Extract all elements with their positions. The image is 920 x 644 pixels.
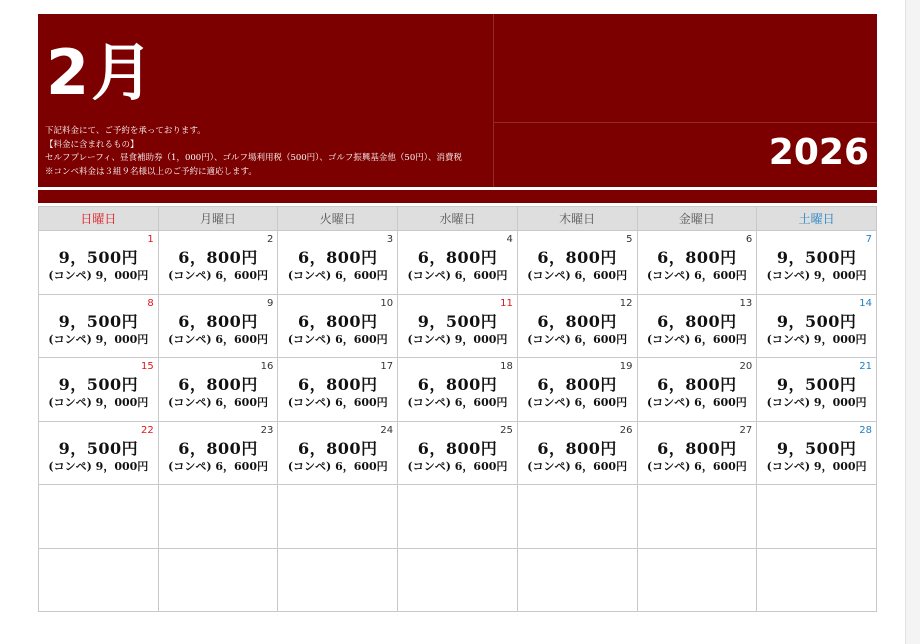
weekday-wednesday: 水曜日 <box>398 207 518 231</box>
day-number: 14 <box>859 297 872 309</box>
day-number: 26 <box>619 424 633 436</box>
calendar-day-cell <box>398 358 518 422</box>
green-fee-price: 6，800円 <box>537 438 617 458</box>
green-fee-price: 9，500円 <box>776 438 857 458</box>
competition-price: (コンペ) 9，000円 <box>407 332 508 346</box>
calendar-day-cell <box>39 231 159 295</box>
green-fee-price: 9，500円 <box>58 438 139 458</box>
green-fee-price: 6，800円 <box>297 375 378 394</box>
competition-price: (コンペ) 6，600円 <box>168 269 268 282</box>
calendar-day-cell <box>757 358 877 422</box>
calendar-day-cell <box>637 294 757 358</box>
green-fee-price: 6，800円 <box>297 311 378 331</box>
competition-price: (コンペ) 6，600円 <box>407 269 508 282</box>
header-vertical-divider <box>493 14 494 188</box>
calendar-day-cell <box>278 294 398 358</box>
calendar-day-cell <box>637 485 757 549</box>
calendar-day-cell <box>517 421 637 485</box>
green-fee-price: 6，800円 <box>417 438 498 458</box>
day-number: 18 <box>500 361 513 372</box>
day-number: 24 <box>380 424 394 436</box>
calendar-day-cell <box>39 421 159 485</box>
weekday-monday: 月曜日 <box>158 207 278 231</box>
calendar-day-cell <box>517 358 637 422</box>
day-number: 17 <box>380 361 394 372</box>
year-label: 2026 <box>768 132 869 173</box>
calendar-day-cell <box>398 294 518 358</box>
green-fee-price: 6，800円 <box>657 311 737 331</box>
competition-price: (コンペ) 9，000円 <box>48 459 149 473</box>
day-number: 4 <box>506 234 513 245</box>
page-edge <box>905 0 920 644</box>
green-fee-price: 9，500円 <box>776 375 857 394</box>
calendar-day-cell <box>757 548 877 612</box>
day-number: 11 <box>500 297 513 309</box>
competition-price: (コンペ) 9，000円 <box>766 332 867 346</box>
green-fee-price: 6，800円 <box>297 248 378 267</box>
green-fee-price: 6，800円 <box>417 248 498 267</box>
header-rule <box>38 187 877 190</box>
competition-price: (コンペ) 9，000円 <box>766 269 867 282</box>
day-number: 9 <box>267 297 274 309</box>
calendar-day-cell <box>278 548 398 612</box>
weekday-friday: 金曜日 <box>637 207 757 231</box>
competition-price: (コンペ) 6，600円 <box>527 459 628 473</box>
day-number: 5 <box>626 234 633 245</box>
calendar-day-cell <box>158 231 278 295</box>
header-horizontal-divider <box>493 122 877 123</box>
competition-price: (コンペ) 6，600円 <box>527 269 628 282</box>
calendar-day-cell <box>517 294 637 358</box>
calendar-day-cell <box>398 485 518 549</box>
calendar-day-cell <box>278 421 398 485</box>
calendar-week-row <box>39 294 877 358</box>
day-number: 27 <box>739 424 753 436</box>
green-fee-price: 6，800円 <box>657 438 737 458</box>
green-fee-price: 6，800円 <box>657 248 737 267</box>
green-fee-price: 6，800円 <box>537 248 617 267</box>
competition-price: (コンペ) 6，600円 <box>168 332 268 346</box>
day-number: 7 <box>865 234 872 245</box>
calendar-day-cell <box>158 421 278 485</box>
calendar-week-row <box>39 358 877 422</box>
green-fee-price: 6，800円 <box>657 375 737 394</box>
notes-line-2: 【料金に含まれるもの】 <box>45 139 139 150</box>
competition-price: (コンペ) 6，600円 <box>407 459 508 473</box>
calendar-day-cell <box>158 548 278 612</box>
competition-price: (コンペ) 6，600円 <box>287 459 388 473</box>
day-number: 21 <box>859 361 872 372</box>
competition-price: (コンペ) 6，600円 <box>646 269 747 282</box>
month-title: 2月 <box>46 36 156 109</box>
calendar-day-cell <box>517 231 637 295</box>
calendar-day-cell <box>398 231 518 295</box>
day-number: 6 <box>745 234 753 245</box>
green-fee-price: 6，800円 <box>178 248 258 267</box>
calendar-day-cell <box>158 294 278 358</box>
calendar-day-cell <box>39 358 159 422</box>
calendar-day-cell <box>39 485 159 549</box>
green-fee-price: 9，500円 <box>58 311 139 331</box>
competition-price: (コンペ) 9，000円 <box>48 396 149 409</box>
day-number: 2 <box>267 234 274 245</box>
calendar-grid <box>38 206 877 612</box>
competition-price: (コンペ) 6，600円 <box>646 332 747 346</box>
notes-line-1: 下記料金にて、ご予約を承っております。 <box>45 126 206 136</box>
day-number: 15 <box>140 361 154 372</box>
competition-price: (コンペ) 6，600円 <box>287 269 388 282</box>
calendar-day-cell <box>757 294 877 358</box>
competition-price: (コンペ) 6，600円 <box>168 459 268 473</box>
green-fee-price: 6，800円 <box>537 311 617 331</box>
calendar-week-row <box>39 485 877 549</box>
weekday-header-row <box>39 207 877 231</box>
calendar-day-cell <box>517 485 637 549</box>
calendar-day-cell <box>158 358 278 422</box>
calendar-header <box>38 14 877 203</box>
green-fee-price: 9，500円 <box>58 375 139 394</box>
competition-price: (コンペ) 6，600円 <box>527 396 628 409</box>
calendar-week-row <box>39 421 877 485</box>
competition-price: (コンペ) 9，000円 <box>766 396 867 409</box>
day-number: 22 <box>140 424 154 436</box>
calendar-day-cell <box>398 548 518 612</box>
day-number: 8 <box>147 297 154 309</box>
notes-line-4: ※コンペ料金は３組９名様以上のご予約に適応します。 <box>45 166 257 177</box>
calendar-day-cell <box>757 485 877 549</box>
green-fee-price: 9，500円 <box>776 248 857 267</box>
calendar-day-cell <box>278 231 398 295</box>
day-number: 10 <box>380 297 394 309</box>
weekday-sunday: 日曜日 <box>39 207 159 231</box>
competition-price: (コンペ) 6，600円 <box>287 396 388 409</box>
green-fee-price: 9，500円 <box>58 248 139 267</box>
notes-line-3: セルフプレーフィ、昼食補助券（1，000円）、ゴルフ場利用税（500円）、ゴルフ振興基金他（50円）、消費税 <box>45 153 462 163</box>
competition-price: (コンペ) 6，600円 <box>646 396 747 409</box>
day-number: 16 <box>260 361 274 372</box>
day-number: 3 <box>386 234 394 245</box>
calendar-day-cell <box>398 421 518 485</box>
green-fee-price: 6，800円 <box>178 375 258 394</box>
day-number: 12 <box>619 297 633 309</box>
competition-price: (コンペ) 9，000円 <box>766 459 867 473</box>
weekday-thursday: 木曜日 <box>517 207 637 231</box>
weekday-saturday: 土曜日 <box>757 207 877 231</box>
day-number: 20 <box>739 361 753 372</box>
competition-price: (コンペ) 6，600円 <box>287 332 388 346</box>
day-number: 1 <box>147 234 154 245</box>
green-fee-price: 9，500円 <box>776 311 857 331</box>
competition-price: (コンペ) 9，000円 <box>48 332 149 346</box>
calendar-day-cell <box>637 231 757 295</box>
pricing-notes <box>45 125 490 179</box>
calendar-day-cell <box>278 485 398 549</box>
green-fee-price: 6，800円 <box>178 438 258 458</box>
calendar-day-cell <box>39 294 159 358</box>
calendar-day-cell <box>637 358 757 422</box>
day-number: 28 <box>859 424 872 436</box>
competition-price: (コンペ) 6，600円 <box>407 396 508 409</box>
calendar-day-cell <box>757 421 877 485</box>
calendar-day-cell <box>637 548 757 612</box>
calendar-day-cell <box>158 485 278 549</box>
day-number: 19 <box>619 361 633 372</box>
green-fee-price: 6，800円 <box>297 438 378 458</box>
weekday-tuesday: 火曜日 <box>278 207 398 231</box>
competition-price: (コンペ) 6，600円 <box>527 332 628 346</box>
calendar-week-row <box>39 548 877 612</box>
competition-price: (コンペ) 9，000円 <box>48 269 149 282</box>
day-number: 25 <box>500 424 513 436</box>
day-number: 13 <box>739 297 753 309</box>
calendar-day-cell <box>39 548 159 612</box>
green-fee-price: 6，800円 <box>178 311 258 331</box>
day-number: 23 <box>260 424 274 436</box>
green-fee-price: 9，500円 <box>417 311 498 331</box>
calendar-week-row <box>39 231 877 295</box>
calendar-day-cell <box>637 421 757 485</box>
green-fee-price: 6，800円 <box>537 375 617 394</box>
calendar-day-cell <box>757 231 877 295</box>
calendar-day-cell <box>517 548 637 612</box>
calendar-day-cell <box>278 358 398 422</box>
competition-price: (コンペ) 6，600円 <box>168 396 268 409</box>
competition-price: (コンペ) 6，600円 <box>646 459 747 473</box>
green-fee-price: 6，800円 <box>417 375 498 394</box>
